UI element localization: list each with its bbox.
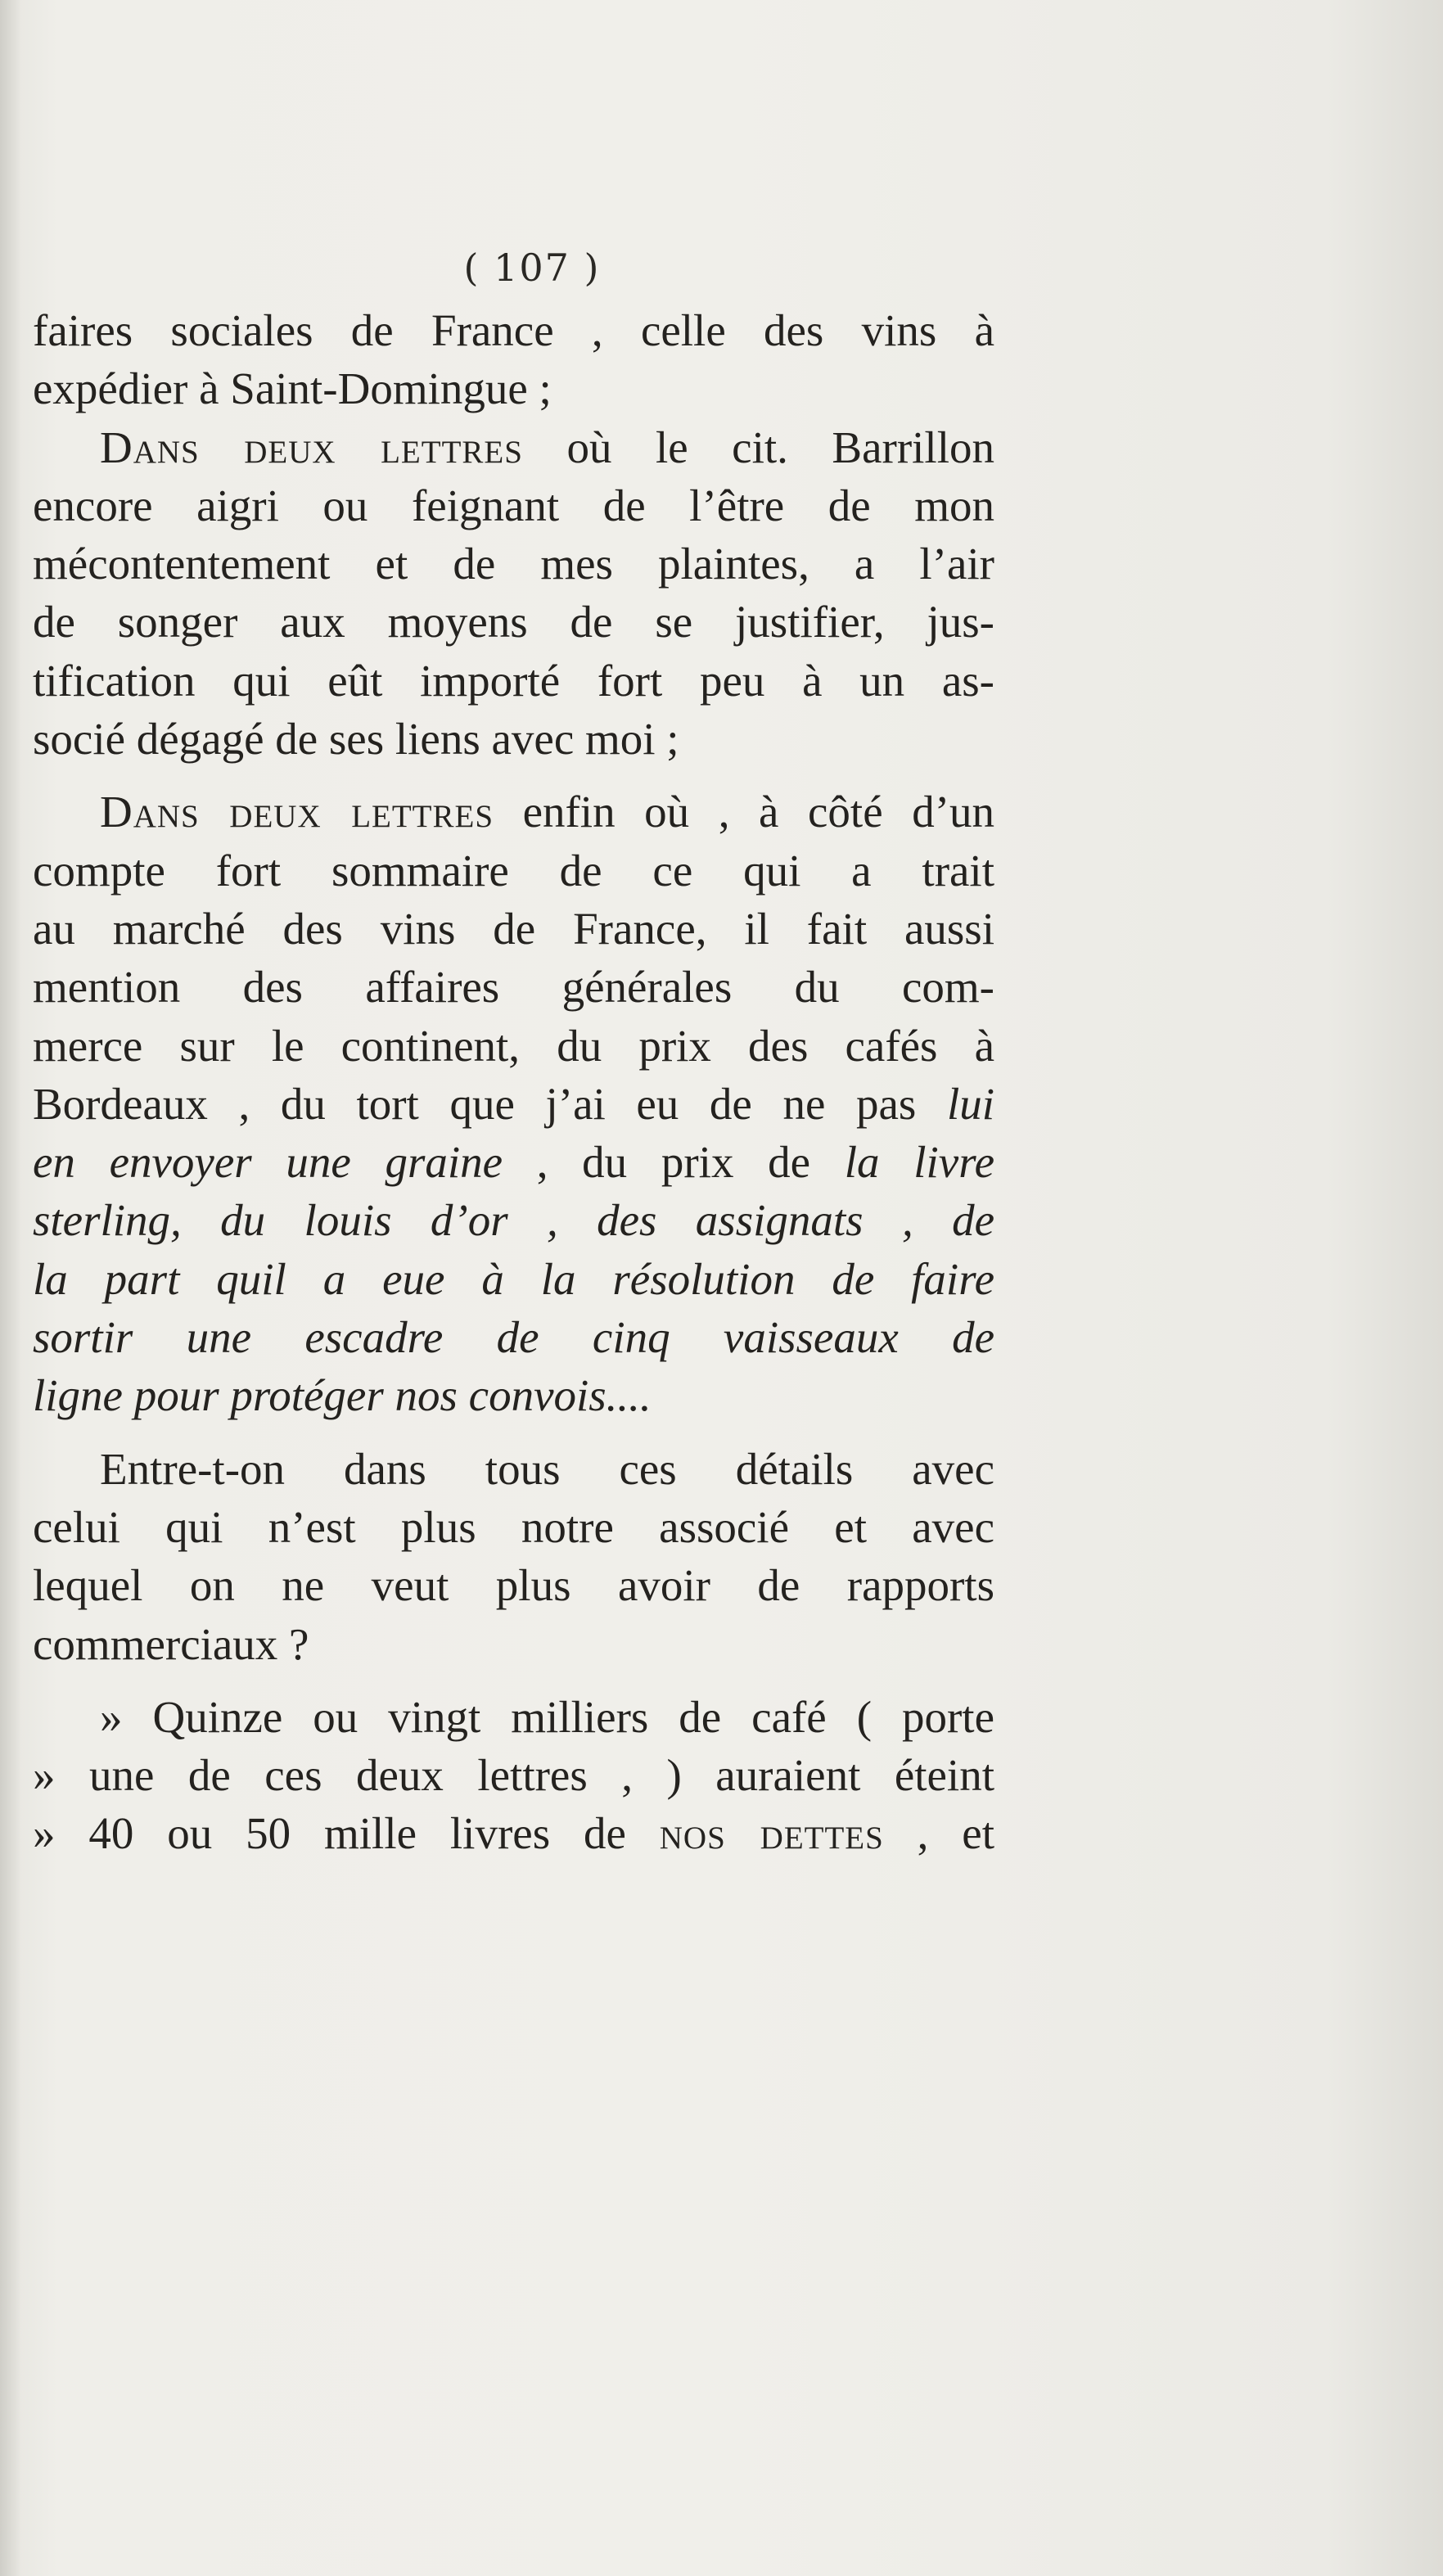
page-number: ( 107 ) [463,246,601,290]
text-line: lequel on ne veut plus avoir de rapports [33,1560,994,1611]
text-line: encore aigri ou feignant de l’être de mon [33,480,994,530]
text-line: de songer aux moyens de se justifier, jus- [33,597,994,647]
quote-line: » une de ces deux lettres , ) auraient éteint [33,1750,994,1801]
text-line [33,1133,994,1191]
text-line: tification qui eût importé fort peu à un as- [33,655,994,706]
text-line: compte fort sommaire de ce qui a trait [33,845,994,896]
italic-run: sterling, du louis d’or , des assignats , [33,1195,913,1246]
text-line [33,783,994,841]
text-line [33,1308,994,1366]
quote-line: » Quinze ou vingt milliers de café ( porte [100,1691,994,1742]
text-run: Bordeaux , du tort que j’ai eu de ne pas [33,1078,947,1129]
italic-run: lui [946,1078,994,1129]
small-caps-lead: Dans deux lettres [100,422,523,472]
text-line: expédier à Saint-Domingue ; [33,363,552,414]
text-line: mécontentement et de mes plaintes, a l’air [33,539,994,589]
text-line: socié dégagé de ses liens avec moi ; [33,714,679,765]
quote-line [33,1804,994,1862]
text-line: Entre-t-on dans tous ces détails avec [100,1443,994,1494]
text-line [33,1075,994,1133]
text-run: , et [883,1808,995,1859]
text-line [33,418,994,476]
text-line: commerciaux ? [33,1618,309,1669]
page-gutter-shadow [0,0,21,2576]
italic-run: la livre [844,1137,994,1188]
text-line [33,1191,994,1249]
text-run: où le cit. Barrillon [522,422,994,472]
text-line [33,1250,994,1308]
text-line [33,1366,994,1424]
italic-run: de [952,1195,994,1246]
italic-run: la part quil a eue à la résolution de faire [33,1253,994,1304]
italic-run: sortir une escadre de cinq vaisseaux de [33,1312,994,1363]
text-run [913,1195,952,1245]
italic-run: ligne pour protéger nos convois.... [33,1370,652,1421]
text-line: merce sur le continent, du prix des cafés à [33,1020,994,1071]
text-run: » 40 ou 50 mille livres de [33,1808,660,1859]
small-caps-run: nos dettes [659,1808,884,1859]
text-line: faires sociales de France , celle des vins à [33,305,994,355]
text-line: mention des affaires générales du com- [33,962,994,1013]
body-text [33,301,994,1863]
text-line: au marché des vins de France, il fait aussi [33,903,994,954]
text-run: , du prix de [503,1137,845,1188]
italic-run: en envoyer une graine [33,1137,503,1188]
text-line: celui qui n’est plus notre associé et avec [33,1501,994,1552]
text-run: enfin où , à côté d’un [494,787,995,837]
small-caps-lead: Dans deux lettres [100,787,494,837]
